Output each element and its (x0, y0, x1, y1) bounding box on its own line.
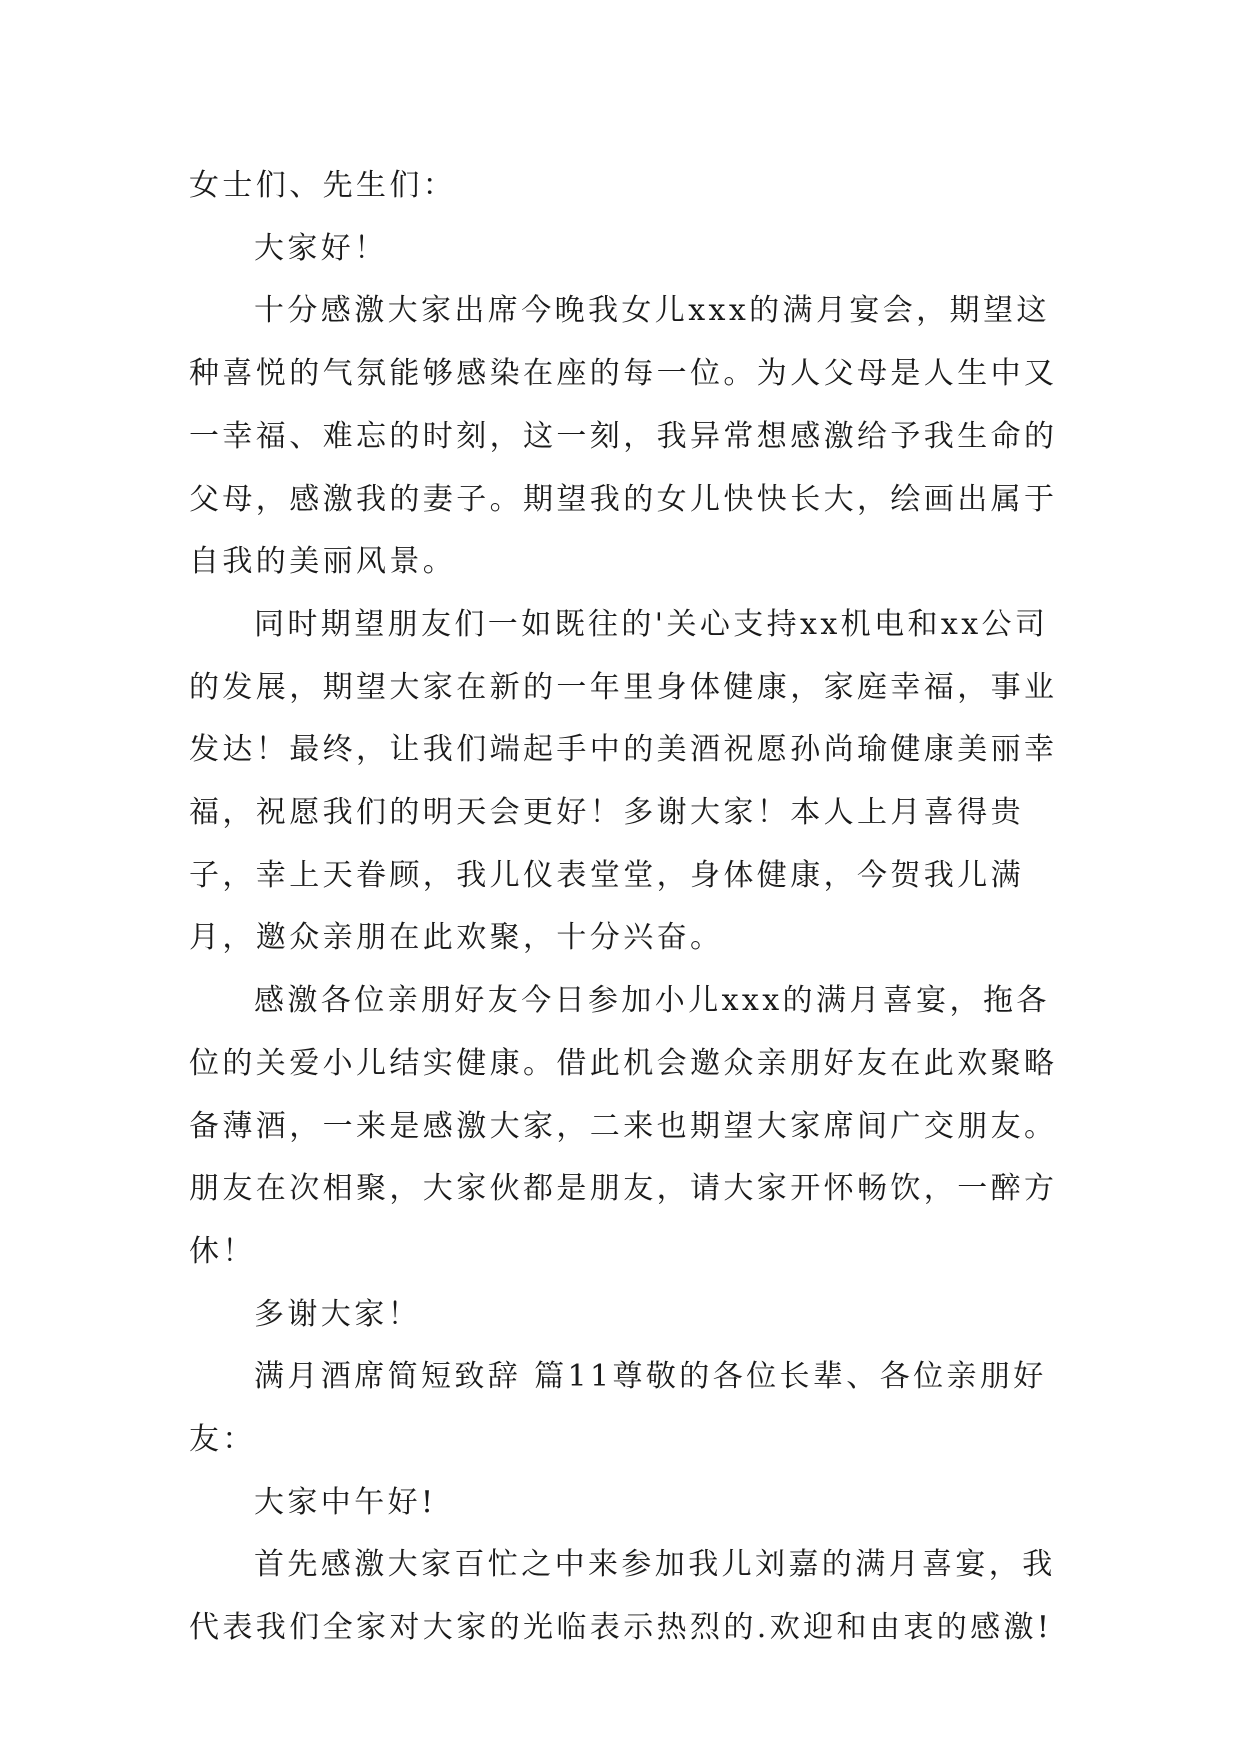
greeting: 大家好！ (254, 230, 388, 266)
closing-thanks: 多谢大家！ (254, 1296, 421, 1332)
document-body (189, 155, 1069, 1660)
paragraph: 十分感激大家出席今晚我女儿xxx的满月宴会，期望这种喜悦的气氛能够感染在座的每一位。为人父母是人生中又一幸福、难忘的时刻，这一刻，我异常想感激给予我生命的父母，感激我的妻子。期望我的女儿快快长大，绘画出属于自我的美丽风景。 (189, 293, 1058, 580)
paragraph: 首先感激大家百忙之中来参加我儿刘嘉的满月喜宴，我代表我们全家对大家的光临表示热烈的.欢迎和由衷的感激! (189, 1547, 1056, 1646)
paragraph: 同时期望朋友们一如既往的'关心支持xx机电和xx公司的发展，期望大家在新的一年里身体健康，家庭幸福，事业发达！最终，让我们端起手中的美酒祝愿孙尚瑜健康美丽幸福，祝愿我们的明天会更好！多谢大家！本人上月喜得贵子，幸上天眷顾，我儿仪表堂堂，身体健康，今贺我儿满月，邀众亲朋在此欢聚，十分兴奋。 (189, 606, 1058, 956)
paragraph: 感激各位亲朋好友今日参加小儿xxx的满月喜宴，拖各位的关爱小儿结实健康。借此机会邀众亲朋好友在此欢聚略备薄酒，一来是感激大家，二来也期望大家席间广交朋友。朋友在次相聚，大家伙都是朋友，请大家开怀畅饮，一醉方休！ (189, 983, 1058, 1269)
greeting: 大家中午好! (254, 1484, 437, 1520)
salutation: 女士们、先生们： (189, 168, 457, 203)
section-heading: 满月酒席简短致辞 篇11尊敬的各位长辈、各位亲朋好友： (189, 1359, 1047, 1458)
